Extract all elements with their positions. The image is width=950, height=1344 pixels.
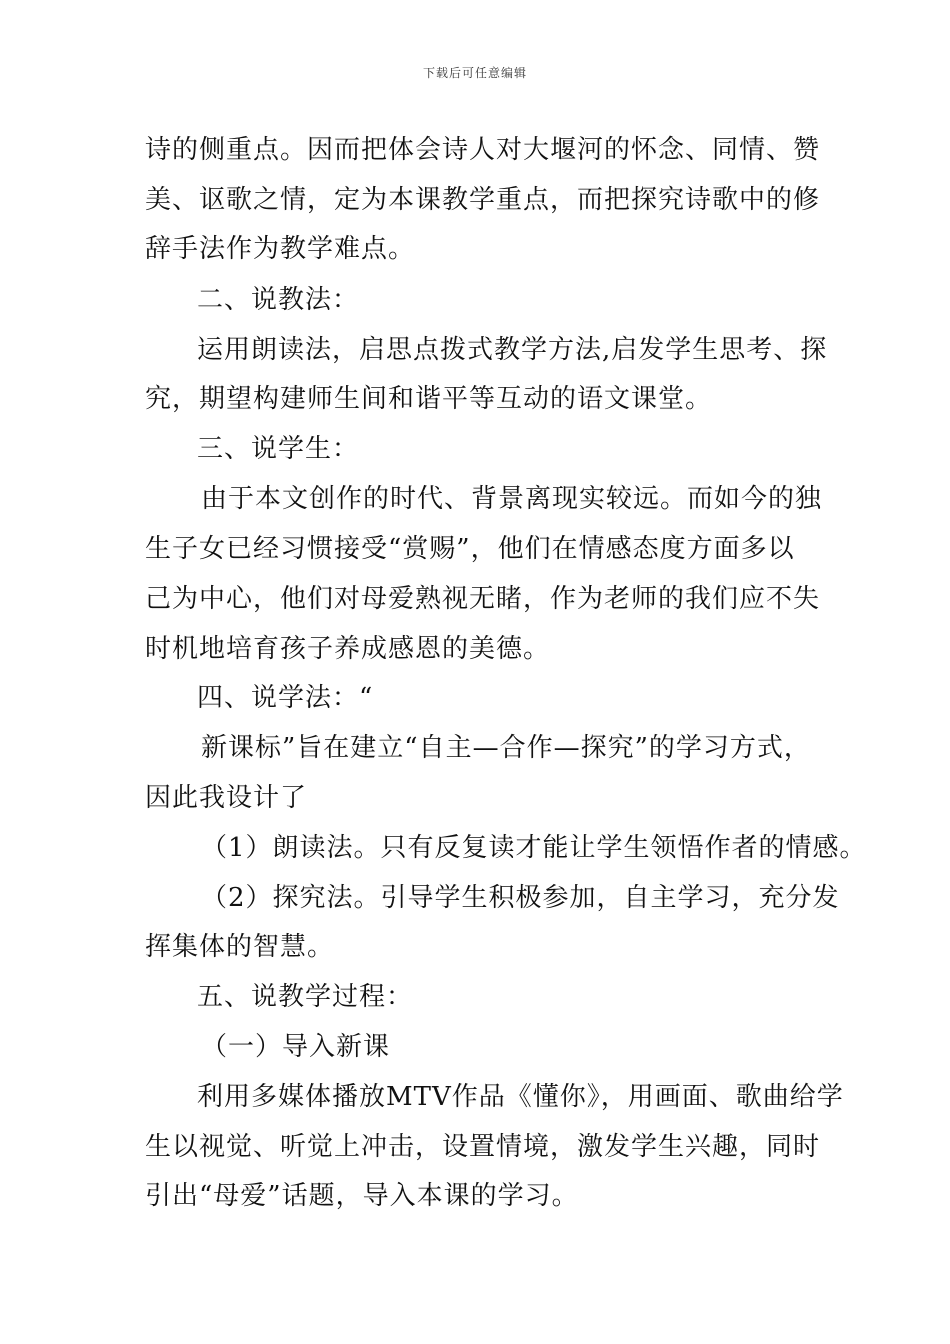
text-line: 究，期望构建师生间和谐平等互动的语文课堂。 <box>145 384 713 414</box>
page-header: 下载后可任意编辑 <box>422 66 527 80</box>
text-line: 诗的侧重点。因而把体会诗人对大堰河的怀念、同情、赞 <box>145 135 821 165</box>
text-line: 新课标”旨在建立“自主—合作—探究”的学习方式， <box>201 733 811 763</box>
text-line: 运用朗读法，启思点拨式教学方法,启发学生思考、探 <box>197 335 828 365</box>
text-line: 时机地培育孩子养成感恩的美德。 <box>145 634 551 664</box>
list-item: （1）朗读法。只有反复读才能让学生领悟作者的情感。 <box>201 833 867 863</box>
text-line: 由于本文创作的时代、背景离现实较远。而如今的独 <box>201 484 823 514</box>
text-line: 利用多媒体播放MTV作品《懂你》，用画面、歌曲给学 <box>197 1082 844 1112</box>
text-line: 引出“母爱”话题，导入本课的学习。 <box>145 1181 579 1211</box>
text-line: 美、讴歌之情，定为本课教学重点，而把探究诗歌中的修 <box>145 185 821 215</box>
text-line: 己为中心，他们对母爱熟视无睹，作为老师的我们应不失 <box>145 584 821 614</box>
section-heading: 四、说学法：“ <box>197 683 374 713</box>
subsection-heading: （一）导入新课 <box>201 1032 391 1062</box>
section-heading: 五、说教学过程： <box>197 982 414 1012</box>
text-line: 生子女已经习惯接受“赏赐”，他们在情感态度方面多以 <box>145 534 795 564</box>
text-line: 辞手法作为教学难点。 <box>145 234 416 264</box>
section-heading: 二、说教法： <box>197 285 360 315</box>
text-line: 因此我设计了 <box>145 783 308 813</box>
list-item: （2）探究法。引导学生积极参加，自主学习，充分发 <box>201 883 840 913</box>
section-heading: 三、说学生： <box>197 434 360 464</box>
text-line: 生以视觉、听觉上冲击，设置情境，激发学生兴趣，同时 <box>145 1132 821 1162</box>
text-line: 挥集体的智慧。 <box>145 932 335 962</box>
